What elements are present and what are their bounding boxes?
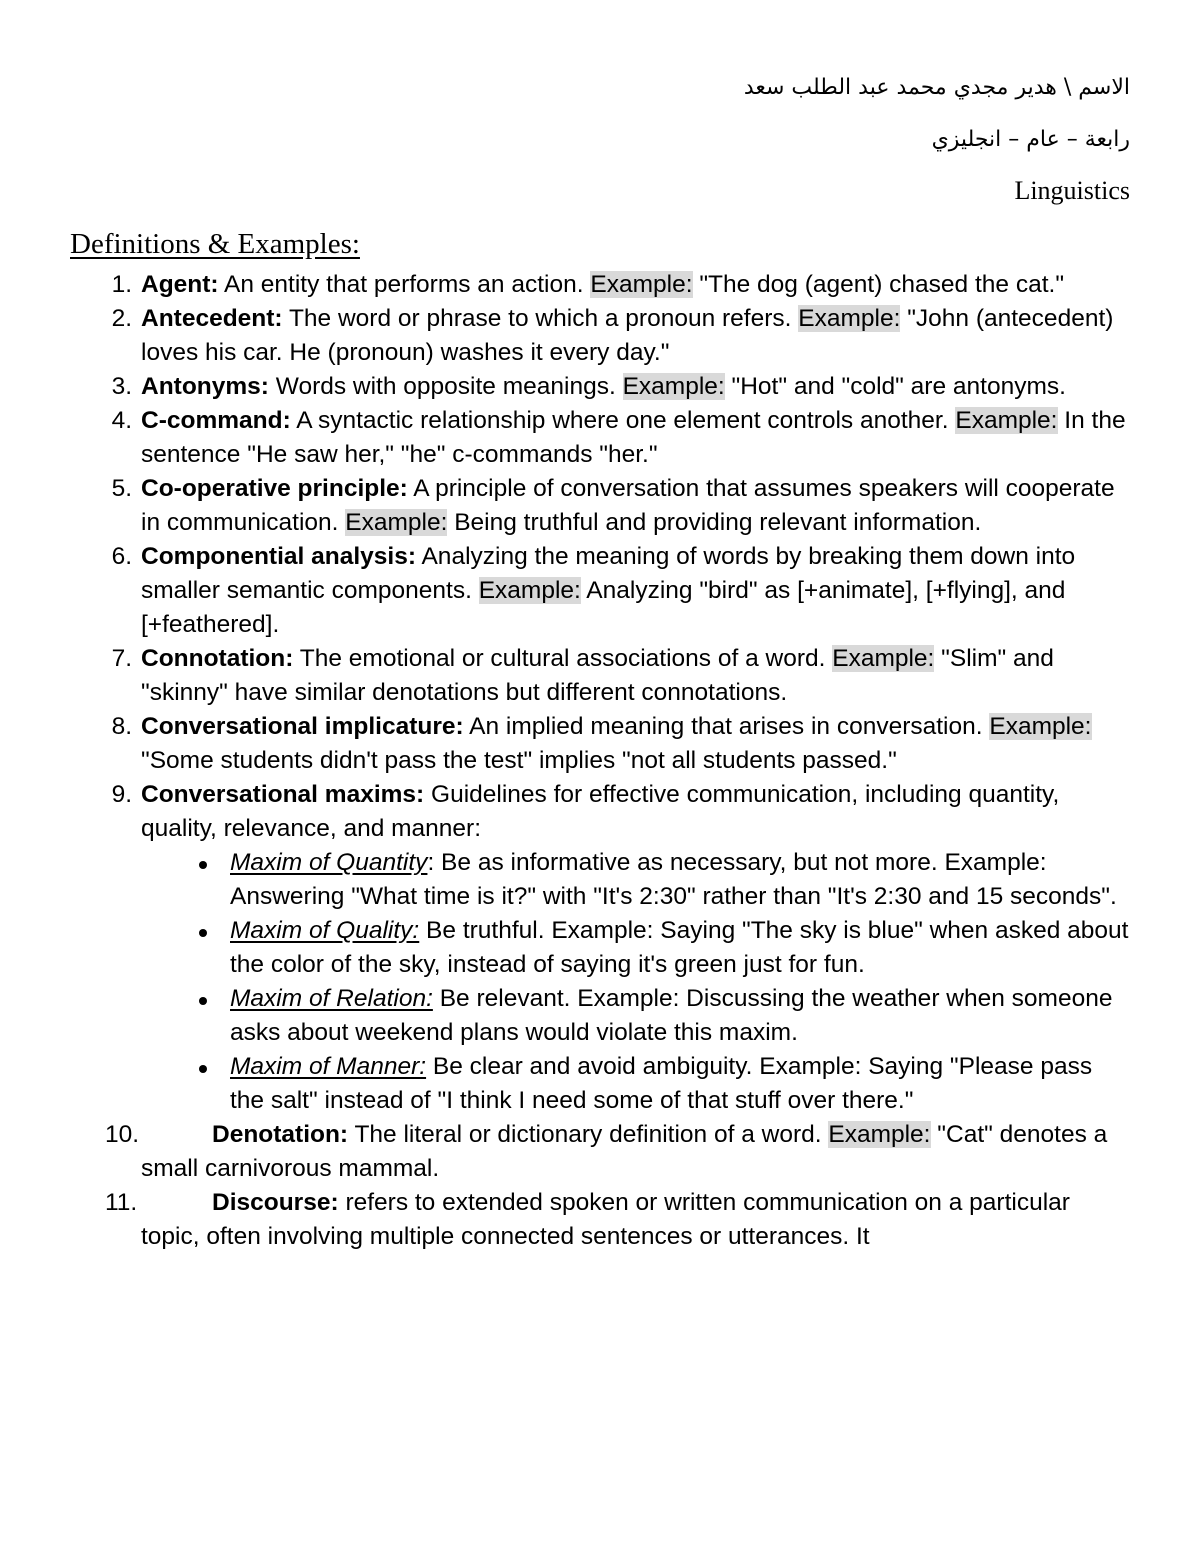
maxim-name: Maxim of Manner: [230,1053,427,1080]
item-example: "John (antecedent) loves his car. He (pronoun) washes it every day." [141,305,1114,366]
item-number: 11. [105,1189,138,1216]
item-term: Denotation: [212,1121,349,1148]
item-example: Being truthful and providing relevant information. [447,509,982,536]
item-definition: Words with opposite meanings. [268,373,623,400]
item-example: "Slim" and "skinny" have similar denotations but different connotations. [141,645,1054,706]
item-term: Agent: [141,271,219,298]
item-example: In the sentence "He saw her," "he" c-commands "her." [141,407,1126,468]
item-definition: Analyzing the meaning of words by breaking them down into smaller semantic components. [141,543,1076,604]
item-number: 5. [111,475,132,502]
maxim-item [230,914,1130,982]
item-term: Discourse: [212,1189,339,1216]
item-definition: The emotional or cultural associations of a word. [293,645,833,672]
item-number: 6. [111,543,132,570]
example-label: Example: [798,305,901,332]
item-term: Connotation: [141,645,294,672]
maxim-name: Maxim of Quantity [230,849,428,876]
example-label: Example: [622,373,725,400]
item-term: Conversational implicature: [141,713,464,740]
example-label: Example: [478,577,581,604]
section-heading: Definitions & Examples: [70,228,360,260]
example-label: Example: [345,509,448,536]
item-definition: The literal or dictionary definition of a word. [348,1121,829,1148]
list-item [70,472,1130,540]
item-definition: The word or phrase to which a pronoun refers. [282,305,799,332]
maxims-list [141,846,1130,1118]
bullet-icon [199,929,207,937]
item-term: Conversational maxims: [141,781,425,808]
example-label: Example: [828,1121,931,1148]
class-line: رابعة – عام – انجليزي [931,127,1130,152]
item-definition: An entity that performs an action. [218,271,591,298]
maxim-item [230,846,1130,914]
item-number: 2. [111,305,132,332]
list-item [70,370,1130,404]
maxim-item [230,982,1130,1050]
example-label: Example: [955,407,1058,434]
list-item [70,642,1130,710]
item-number: 8. [111,713,132,740]
item-example: "Some students didn't pass the test" implies "not all students passed." [141,747,897,774]
maxim-text: : Be as informative as necessary, but not more. Example: Answering "What time is it?" with "It's 2:30" rather than "It's 2:30 and 15 seconds". [230,849,1117,910]
item-number: 7. [111,645,132,672]
item-number: 10. [105,1121,140,1148]
maxim-text: Be relevant. Example: Discussing the weather when someone asks about weekend plans would violate this maxim. [230,985,1113,1046]
bullet-icon [199,861,207,869]
item-number: 9. [111,781,132,808]
example-label: Example: [832,645,935,672]
list-item [70,778,1130,1118]
item-definition: A principle of conversation that assumes speakers will cooperate in communication. [141,475,1115,536]
item-example: "Cat" denotes a small carnivorous mammal. [141,1121,1108,1182]
item-example: "Hot" and "cold" are antonyms. [724,373,1066,400]
student-name-line: الاسم \ هدير مجدي محمد عبد الطلب سعد [743,75,1130,100]
maxim-name: Maxim of Quality: [230,917,420,944]
item-definition: A syntactic relationship where one element controls another. [290,407,956,434]
list-item [70,1186,1130,1254]
list-item [70,268,1130,302]
item-number: 1. [111,271,132,298]
item-term: C-command: [141,407,291,434]
bullet-icon [199,1065,207,1073]
list-item [70,302,1130,370]
example-label: Example: [590,271,693,298]
maxim-text: Be clear and avoid ambiguity. Example: Saying "Please pass the salt" instead of "I think I need some of that stuff over there." [230,1053,1093,1114]
item-term: Antecedent: [141,305,283,332]
item-number: 4. [111,407,132,434]
maxim-item [230,1050,1130,1118]
list-item [70,710,1130,778]
list-item [70,1118,1130,1186]
item-definition: refers to extended spoken or written communication on a particular topic, often involving multiple connected sentences or utterances. It [141,1189,1070,1250]
item-term: Antonyms: [141,373,269,400]
example-label: Example: [989,713,1092,740]
item-term: Co-operative principle: [141,475,408,502]
item-definition: An implied meaning that arises in conversation. [463,713,990,740]
item-term: Componential analysis: [141,543,417,570]
definitions-list [70,268,1130,1254]
item-example: Analyzing "bird" as [+animate], [+flying], and [+feathered]. [141,577,1066,638]
bullet-icon [199,997,207,1005]
item-example: "The dog (agent) chased the cat." [692,271,1065,298]
list-item [70,540,1130,642]
item-number: 3. [111,373,132,400]
subject-title: Linguistics [1014,176,1130,205]
item-definition: Guidelines for effective communication, including quantity, quality, relevance, and manner: [141,781,1060,842]
list-item [70,404,1130,472]
maxim-text: Be truthful. Example: Saying "The sky is blue" when asked about the color of the sky, instead of saying it's green just for fun. [230,917,1129,978]
maxim-name: Maxim of Relation: [230,985,433,1012]
